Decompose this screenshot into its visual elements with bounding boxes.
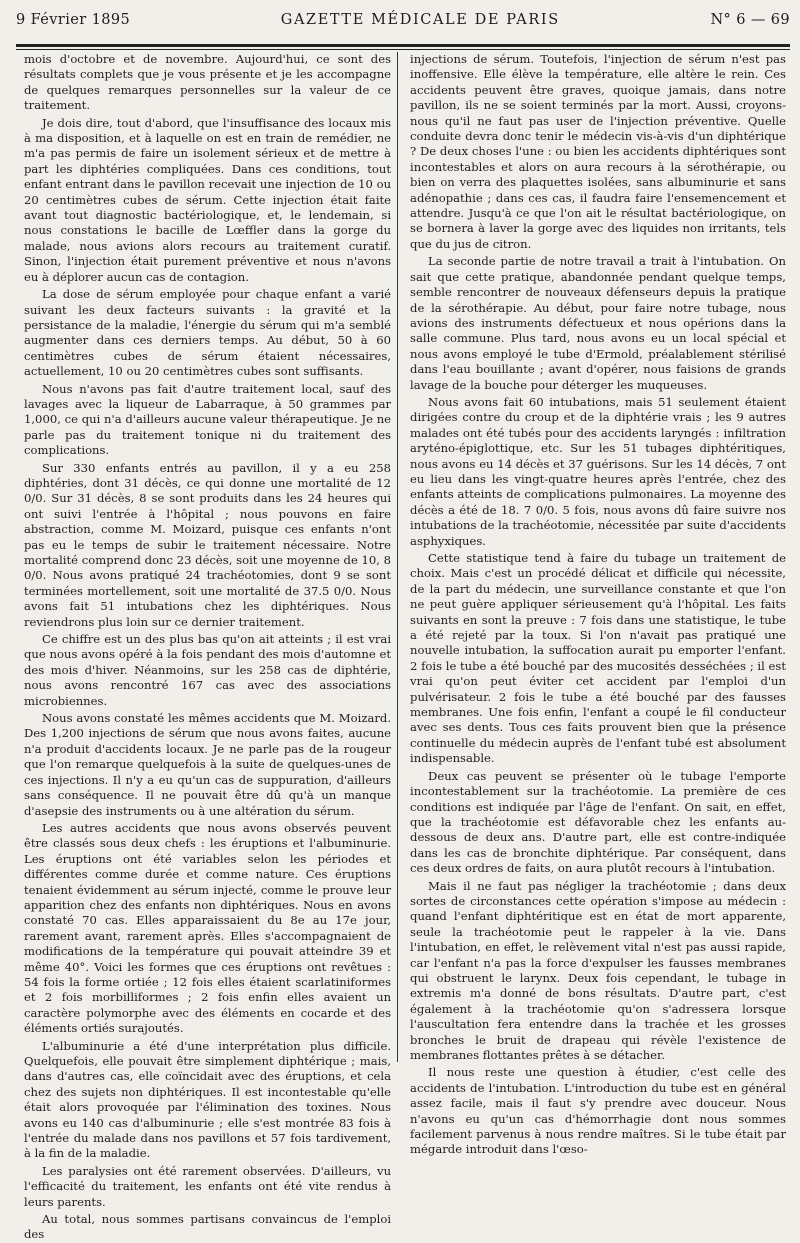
issue-date: 9 Février 1895 (16, 12, 131, 28)
paragraph: injections de sérum. Toutefois, l'injection de sérum n'est pas inoffensive. Elle élève la température, elle altère le rein. Ces accidents peuvent être graves, quoique jamais, dans notre pavillon, ils ne se soient terminés par la mort. Aussi, croyons-nous qu'il ne faut pas user de l'injection préventive. Quelle conduite devra donc tenir le médecin vis-à-vis d'un diphtérique ? De deux choses l'une : ou bien les accidents diphtériques sont incontestables et alors on aura recours à la sérothérapie, ou bien on verra des plaquettes isolées, sans albuminurie et sans adénopathie ; dans ces cas, il faudra faire l'ensemencement et attendre. Jusqu'à ce que l'on ait le résultat bactériologique, on se bornera à laver la gorge avec des liquides non irritants, tels que du jus de citron. (410, 52, 786, 251)
article-columns (16, 52, 790, 1242)
paragraph: Les autres accidents que nous avons observés peuvent être classés sous deux chefs : les éruptions et l'albuminurie. Les éruptions ont été variables selon les périodes et différentes comme durée et comme nature. Ces éruptions tenaient évidemment au sérum injecté, comme le prouve leur apparition chez des enfants non diphtériques. Nous en avons constaté 70 cas. Elles apparaissaient du 8e au 17e jour, rarement avant, rarement après. Elles s'accompagnaient de modifications de la température qui pouvait atteindre 39 et même 40°. Voici les formes que ces éruptions ont revêtues : 54 fois la forme ortiée ; 12 fois elles étaient scarlatiniformes et 2 fois morbilliformes ; 2 fois enfin elles avaient un caractère polymorphe avec des éléments en cocarde et des éléments ortiés surajoutés. (24, 820, 392, 1036)
paragraph: Sur 330 enfants entrés au pavillon, il y a eu 258 diphtéries, dont 31 décès, ce qui donne une mortalité de 12 0/0. Sur 31 décès, 8 se sont produits dans les 24 heures qui ont suivi l'entrée à l'hôpital ; nous pouvons en faire abstraction, comme M. Moizard, puisque ces enfants n'ont pas eu le temps de subir le traitement nécessaire. Notre mortalité comprend donc 23 décès, soit une moyenne de 10, 8 0/0. Nous avons pratiqué 24 trachéotomies, dont 9 se sont terminées mortellement, soit une mortalité de 37.5 0/0. Nous avons fait 51 intubations chez les diphtériques. Nous reviendrons plus loin sur ce dernier traitement. (24, 460, 392, 629)
paragraph: Les paralysies ont été rarement observées. D'ailleurs, vu l'efficacité du traitement, les enfants ont été vite rendus à leurs parents. (24, 1163, 392, 1209)
header-rule-thick (16, 44, 790, 47)
header-rule-thin (16, 49, 790, 50)
issue-and-page-number: N° 6 — 69 (710, 12, 790, 28)
paragraph: Mais il ne faut pas négliger la trachéotomie ; dans deux sortes de circonstances cette opération s'impose au médecin : quand l'enfant diphtéritique est en état de mort apparente, seule la trachéotomie peut le rappeler à la vie. Dans l'intubation, en effet, le relèvement vital n'est pas aussi rapide, car l'enfant n'a pas la force d'expulser les fausses membranes qui obstruent le larynx. Deux fois cependant, le tubage in extremis m'a donné de bons résultats. D'autre part, c'est également à la trachéotomie qu'on s'adressera lorsque l'auscultation fera entendre dans la trachée et les grosses bronches le bruit de drapeau qui révèle l'existence de membranes flottantes prêtes à se détacher. (410, 878, 786, 1062)
paragraph: Ce chiffre est un des plus bas qu'on ait atteints ; il est vrai que nous avons opéré à la fois pendant des mois d'automne et des mois d'hiver. Néanmoins, sur les 258 cas de diphtérie, nous avons rencontré 167 cas avec des associations microbiennes. (24, 632, 392, 708)
paragraph: Il nous reste une question à étudier, c'est celle des accidents de l'intubation. L'introduction du tube est en général assez facile, mais il faut s'y prendre avec douceur. Nous n'avons eu qu'un cas d'hémorrhagie dont nous sommes facilement parvenus à nous rendre maîtres. Si le tube était par mégarde introduit dans l'œso- (410, 1065, 786, 1157)
paragraph: Cette statistique tend à faire du tubage un traitement de choix. Mais c'est un procédé délicat et difficile qui nécessite, de la part du médecin, une surveillance constante et que l'on ne peut guère appliquer sérieusement qu'à l'hôpital. Les faits suivants en sont la preuve : 7 fois dans une statistique, le tube a été rejeté par la toux. Si l'on n'avait pas pratiqué une nouvelle intubation, la suffocation aurait pu emporter l'enfant. 2 fois le tube a été bouché par des mucosités desséchées ; il est vrai qu'on peut éviter cet accident par l'emploi d'un pulvérisateur. 2 fois le tube a été bouché par des fausses membranes. Une fois enfin, l'enfant a coupé le fil conducteur avec ses dents. Tous ces faits prouvent bien que la présence continuelle du médecin auprès de l'enfant tubé est absolument indispensable. (410, 551, 786, 766)
right-column (408, 52, 790, 1157)
paragraph: L'albuminurie a été d'une interprétation plus difficile. Quelquefois, elle pouvait être simplement diphtérique ; mais, dans d'autres cas, elle coïncidait avec des éruptions, et cela chez des sujets non diphtériques. Il est incontestable qu'elle était alors provoquée par l'élimination des toxines. Nous avons eu 140 cas d'albuminurie ; elle s'est montrée 83 fois à l'entrée du malade dans nos pavillons et 57 fois tardivement, à la fin de la maladie. (24, 1038, 392, 1161)
paragraph: Au total, nous sommes partisans convaincus de l'emploi des (24, 1212, 392, 1242)
paragraph: Je dois dire, tout d'abord, que l'insuffisance des locaux mis à ma disposition, et à laquelle on est en train de remédier, ne m'a pas permis de faire un isolement sérieux et de mettre à part les diphtéries compliquées. Dans ces conditions, tout enfant entrant dans le pavillon recevait une injection de 10 ou 20 centimètres cubes de sérum. Cette injection était faite avant tout diagnostic bactériologique, et, le lendemain, si nous constations le bacille de Lœffler dans la gorge du malade, nous avions alors recours au traitement curatif. Sinon, l'injection était purement préventive et nous n'avons eu à déplorer aucun cas de contagion. (24, 115, 392, 284)
paragraph: mois d'octobre et de novembre. Aujourd'hui, ce sont des résultats complets que je vous présente et je les accompagne de quelques remarques personnelles sur la valeur de ce traitement. (24, 52, 392, 113)
paragraph: Deux cas peuvent se présenter où le tubage l'emporte incontestablement sur la trachéotomie. La première de ces conditions est indiquée par l'âge de l'enfant. On sait, en effet, que la trachéotomie est défavorable chez les enfants au-dessous de deux ans. D'autre part, elle est contre-indiquée dans les cas de bronchite diphtérique. Par conséquent, dans ces deux ordres de faits, on aura plutôt recours à l'intubation. (410, 768, 786, 876)
paragraph: La dose de sérum employée pour chaque enfant a varié suivant les deux facteurs suivants : la gravité et la persistance de la maladie, l'énergie du sérum qui m'a semblé augmenter dans ces derniers temps. Au début, 50 à 60 centimètres cubes de sérum étaient nécessaires, actuellement, 10 ou 20 centimètres cubes sont suffisants. (24, 287, 392, 379)
paragraph: La seconde partie de notre travail a trait à l'intubation. On sait que cette pratique, abandonnée pendant quelque temps, semble rencontrer de nouveaux défenseurs depuis la pratique de la sérothérapie. Au début, pour faire notre tubage, nous avions des instruments défectueux et nous opérions dans la salle commune. Plus tard, nous avons eu un local spécial et nous avons employé le tube d'Ermold, préalablement stérilisé dans l'eau bouillante ; avant d'opérer, nous faisions de grands lavage de la bouche pour déterger les muqueuses. (410, 254, 786, 392)
publication-title: GAZETTE MÉDICALE DE PARIS (280, 12, 560, 28)
paragraph: Nous avons fait 60 intubations, mais 51 seulement étaient dirigées contre du croup et de la diphtérie vrais ; les 9 autres malades ont été tubés pour des accidents laryngés : infiltration aryténo-épiglottique, etc. Sur les 51 tubages diphtéritiques, nous avons eu 14 décès et 37 guérisons. Sur les 14 décès, 7 ont eu lieu dans les vingt-quatre heures après l'entrée, chez des enfants atteints de complications pulmonaires. La moyenne des décès a été de 18. 7 0/0. 5 fois, nous avons dû faire suivre nos intubations de la trachéotomie, nécessitée par suite d'accidents asphyxiques. (410, 394, 786, 548)
paragraph: Nous avons constaté les mêmes accidents que M. Moizard. Des 1,200 injections de sérum que nous avons faites, aucune n'a produit d'accidents locaux. Je ne parle pas de la rougeur que l'on remarque quelquefois à la suite de quelques-unes de ces injections. Il n'y a eu qu'un cas de suppuration, d'ailleurs sans conséquence. Il ne pouvait être dû qu'à un manque d'asepsie des instruments ou à une altération du sérum. (24, 711, 392, 818)
paragraph: Nous n'avons pas fait d'autre traitement local, sauf des lavages avec la liqueur de Labarraque, à 50 grammes par 1,000, ce qui n'a d'ailleurs aucune valeur thérapeutique. Je ne parle pas du traitement tonique ni du traitement des complications. (24, 381, 392, 458)
left-column (16, 52, 398, 1242)
masthead (16, 12, 790, 34)
